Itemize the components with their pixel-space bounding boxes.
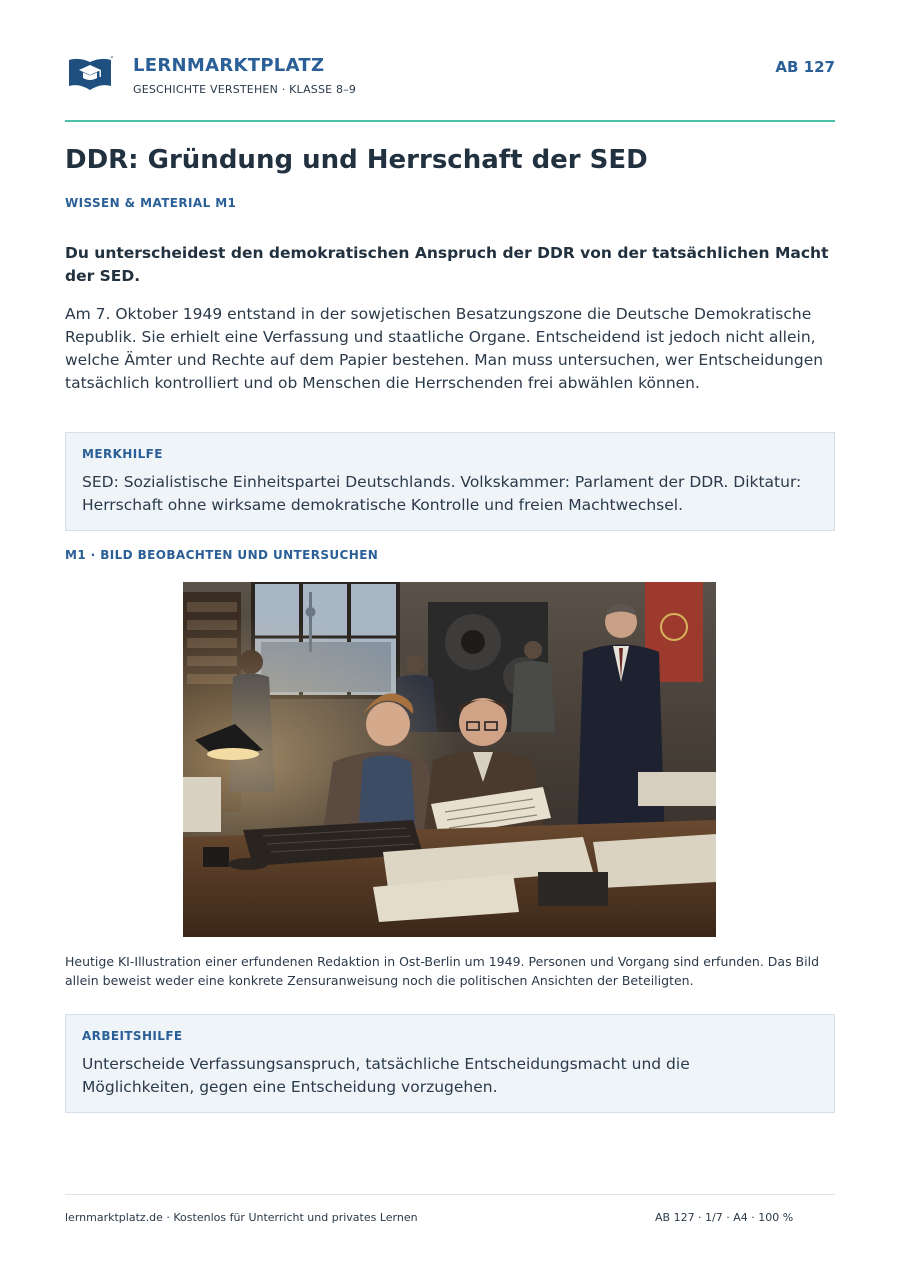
learning-goal: Du unterscheidest den demokratischen Anspruch der DDR von der tatsächlichen Macht der SED. [65,244,829,285]
footer-site: lernmarktplatz.de · Kostenlos für Unterricht und privates Lernen [65,1211,418,1224]
figure-caption: Heutige KI-Illustration einer erfundenen Redaktion in Ost-Berlin um 1949. Personen und Vorgang sind erfunden. Das Bild allein beweist weder eine konkrete Zensuranweisung noch die politischen Ansichten der Beteiligten. [65,954,820,988]
footer-page-info: AB 127 · 1/7 · A4 · 100 % [655,1211,794,1224]
footer-divider [65,1194,835,1195]
arbeitshilfe-box [65,1014,835,1113]
merkhilfe-box [65,432,835,531]
document-id: AB 127 [775,58,835,76]
merkhilfe-text: SED: Sozialistische Einheitspartei Deutschlands. Volkskammer: Parlament der DDR. Diktatur: Herrschaft ohne wirksame demokratische Kontrolle und freien Machtwechsel. [82,473,802,514]
arbeitshilfe-text: Unterscheide Verfassungsanspruch, tatsächliche Entscheidungsmacht und die Möglichkeiten, gegen eine Entscheidung vorzugehen. [82,1055,690,1096]
brand-name: LERNMARKTPLATZ [133,55,325,76]
brand-subtitle: GESCHICHTE VERSTEHEN · KLASSE 8–9 [133,83,357,96]
page-header [65,52,835,102]
merkhilfe-label: MERKHILFE [82,447,163,461]
page-title: DDR: Gründung und Herrschaft der SED [65,145,648,175]
graduation-cap-book-icon [67,54,113,94]
m1-label: M1 · BILD BEOBACHTEN UND UNTERSUCHEN [65,548,379,562]
newsroom-illustration [183,582,716,937]
arbeitshilfe-label: ARBEITSHILFE [82,1029,183,1043]
section-label: WISSEN & MATERIAL M1 [65,196,237,210]
body-paragraph: Am 7. Oktober 1949 entstand in der sowjetischen Besatzungszone die Deutsche Demokratische Republik. Sie erhielt eine Verfassung und staatliche Organe. Entscheidend ist jedoch nicht allein, welche Ämter und Rechte auf dem Papier bestehen. Man muss untersuchen, wer Entscheidungen tatsächlich kontrolliert und ob Menschen die Herrschenden frei abwählen können. [65,305,824,392]
header-divider [65,120,835,122]
